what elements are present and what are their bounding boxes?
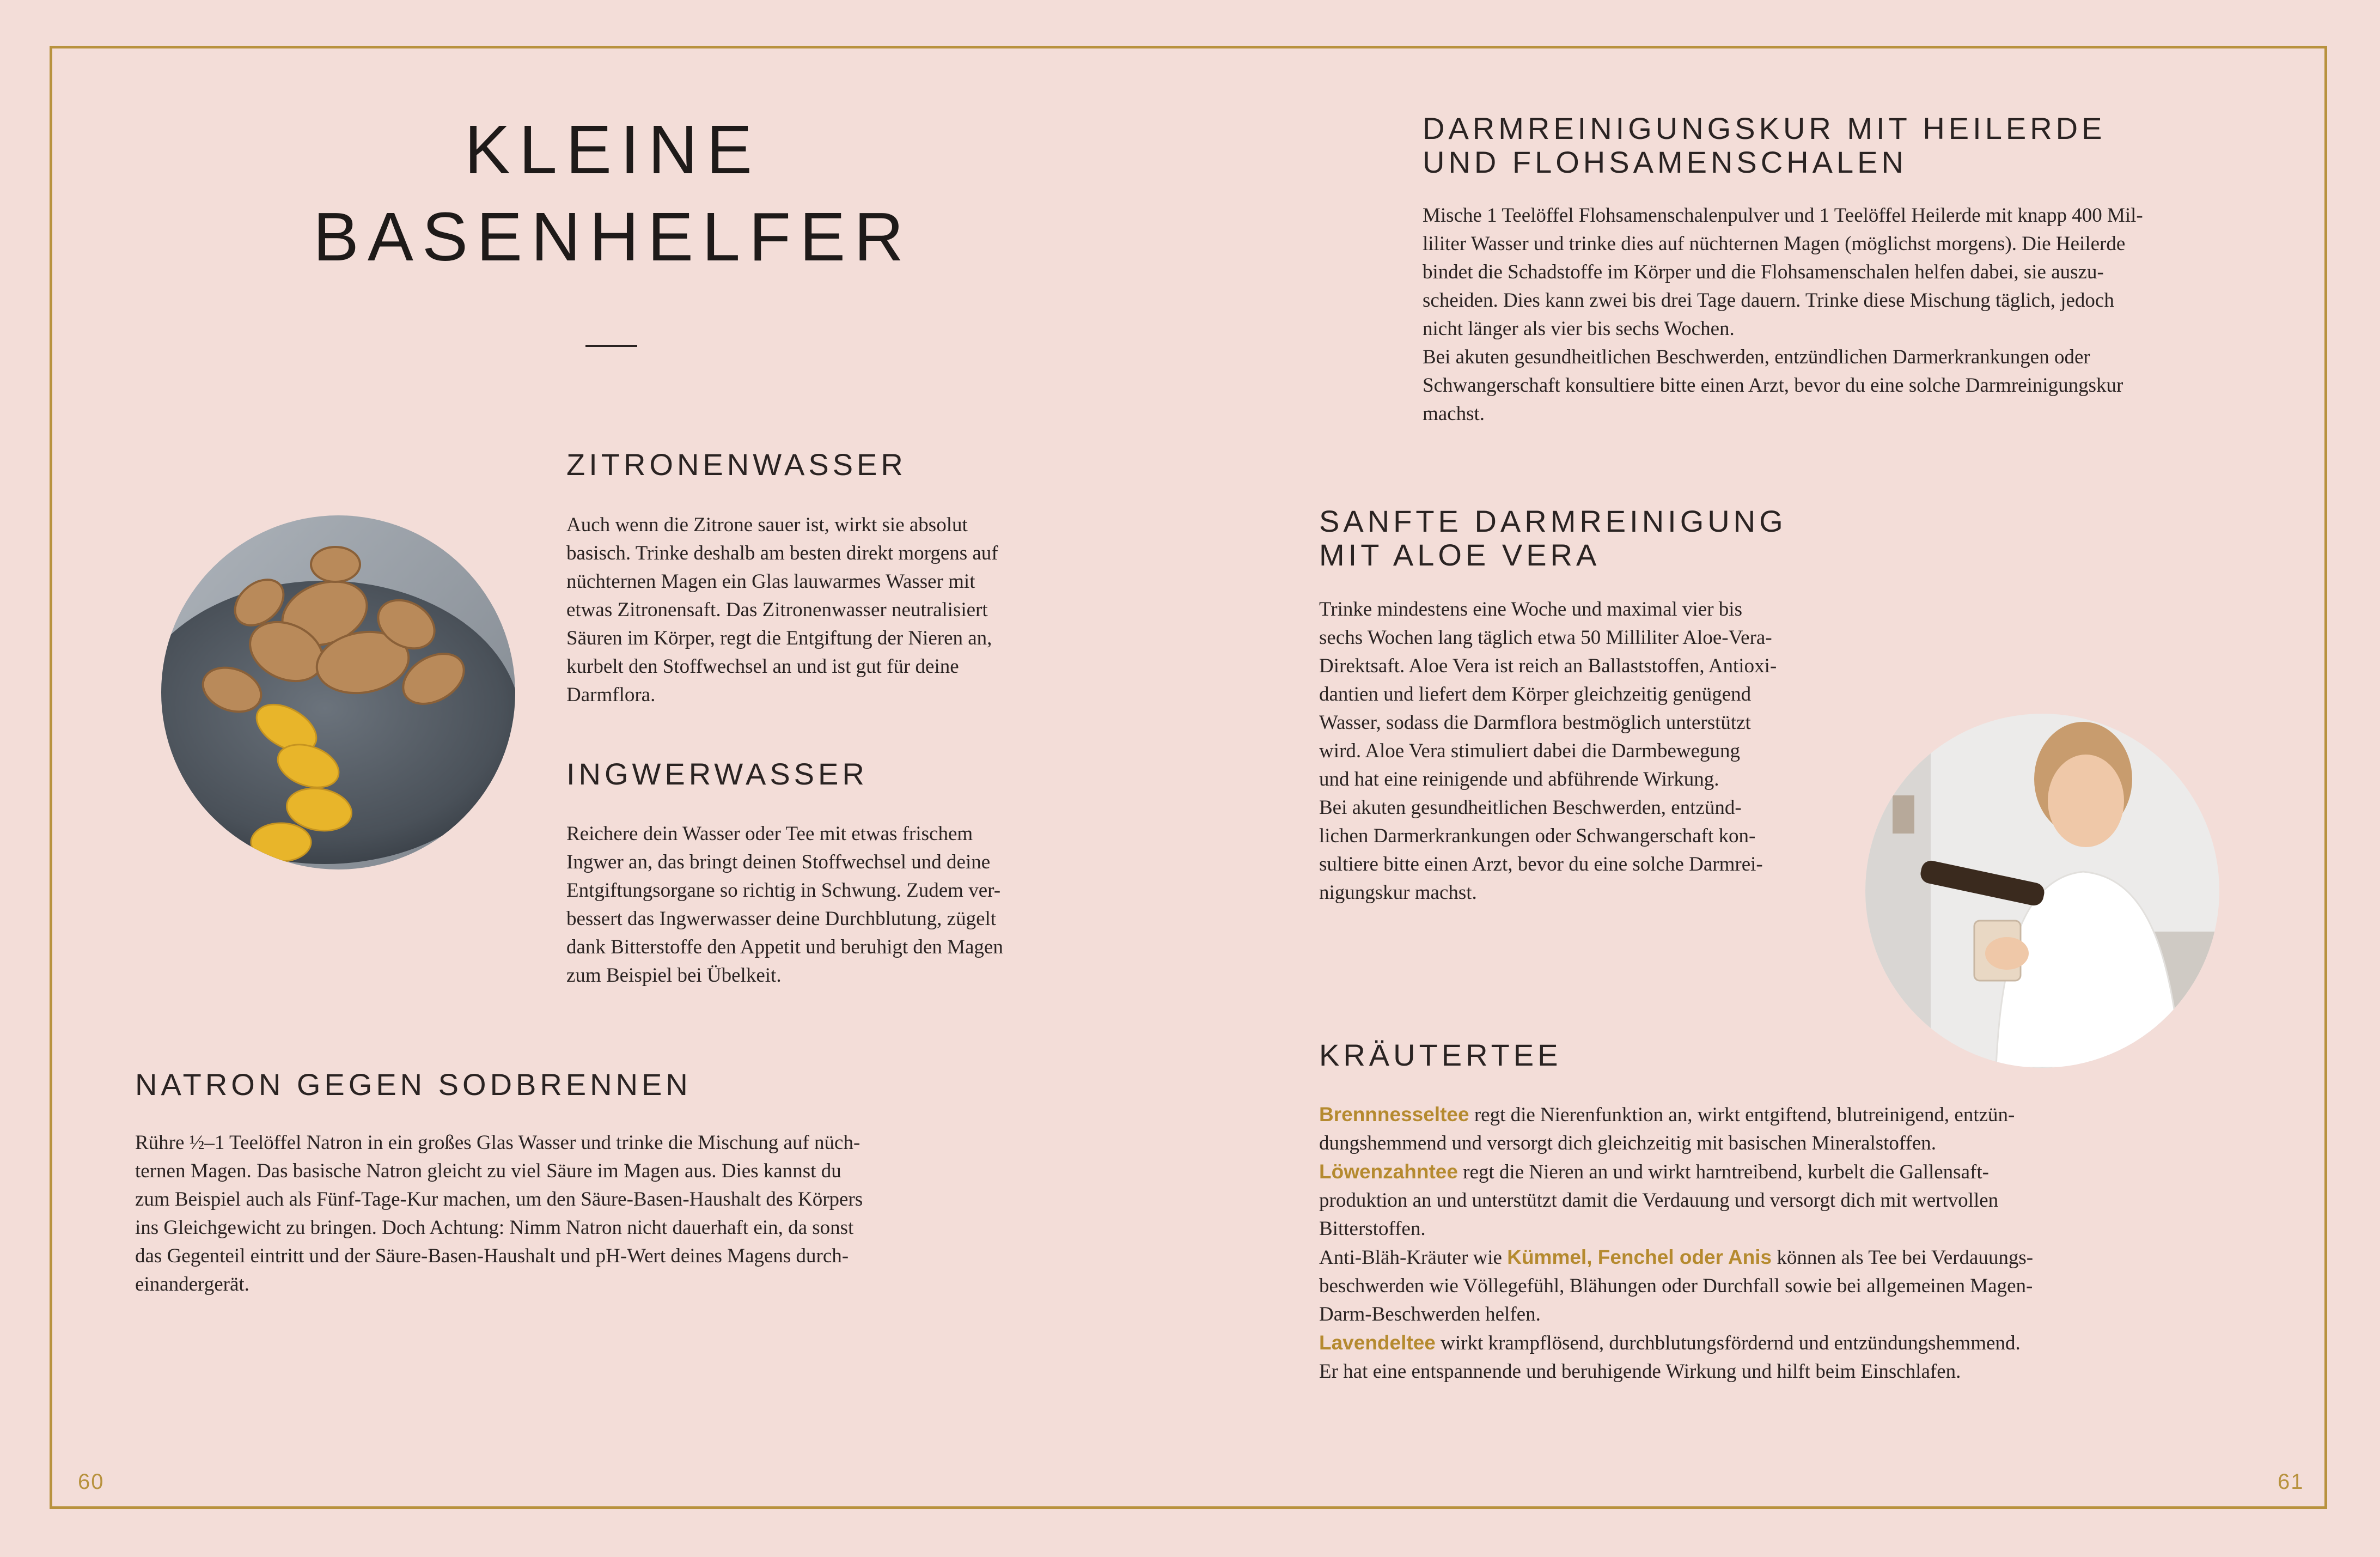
page-number-left: 60 — [78, 1470, 105, 1494]
highlight-lavendeltee: Lavendeltee — [1319, 1331, 1436, 1354]
heading-natron: NATRON GEGEN SODBRENNEN — [135, 1067, 692, 1102]
page-title — [305, 106, 920, 281]
text-ingwerwasser: Reichere dein Wasser oder Tee mit etwas frischem Ingwer an, das bringt deinen Stoffwechsel und deine Entgiftungsorgane so richtig in Schwung. Zudem ver- bessert das Ingwerwasser deine Durchblutung, zügelt dank Bitterstoffe den Appetit und beruhigt den Magen zum Beispiel bei Übelkeit. — [566, 823, 1003, 987]
heading-ingwerwasser: INGWERWASSER — [566, 757, 868, 791]
woman-pouring-photo — [1865, 714, 2219, 1068]
title-line-1: KLEINE — [464, 111, 761, 188]
heading-kraeutertee: KRÄUTERTEE — [1319, 1038, 1562, 1072]
text-darmreinigungskur: Mische 1 Teelöffel Flohsamenschalenpulver und 1 Teelöffel Heilerde mit knapp 400 Mil- liliter Wasser und trinke dies auf nüchternen Magen (möglichst morgens). Die Heilerde bindet die Schadstoffe im Körper und die Flohsamenschalen helfen dabei, sie auszu- scheiden. Dies kann zwei bis drei Tage dauern. Trinke diese Mischung täglich, jedoch nicht länger als vier bis sechs Wochen. Bei akuten gesundheitlichen Beschwerden, entzündlichen Darmerkrankungen oder Schwangerschaft konsultiere bitte einen Arzt, bevor du eine solche Darmreinigungskur machst. — [1423, 204, 2143, 425]
title-divider — [585, 345, 637, 347]
heading-zitronenwasser: ZITRONENWASSER — [566, 447, 907, 482]
heading-darmreinigungskur: DARMREINIGUNGSKUR MIT HEILERDE UND FLOHSAMENSCHALEN — [1423, 111, 2106, 179]
text-aloe-vera: Trinke mindestens eine Woche und maximal vier bis sechs Wochen lang täglich etwa 50 Milliliter Aloe-Vera- Direktsaft. Aloe Vera ist reich an Ballaststoffen, Antioxi- dantien und liefert dem Körper gleichzeitig genügend Wasser, sodass die Darmflora bestmöglich unterstützt wird. Aloe Vera stimuliert dabei die Darmbewegung und hat eine reinigende und abführende Wirkung. Bei akuten gesundheitlichen Beschwerden, entzünd- lichen Darmerkrankungen oder Schwangerschaft kon- sultiere bitte einen Arzt, bevor du eine solche Darmrei- nigungskur machst. — [1319, 598, 1777, 904]
page-number-right: 61 — [2278, 1470, 2304, 1494]
highlight-kraeuter: Kümmel, Fenchel oder Anis — [1507, 1246, 1772, 1268]
highlight-brennnesseltee: Brennnesseltee — [1319, 1103, 1469, 1126]
ginger-photo — [161, 515, 515, 869]
text-kraeutertee: Brennnesseltee regt die Nierenfunktion an, wirkt entgiftend, blutreinigend, entzün- dungshemmend und versorgt dich gleichzeitig mit basischen Mineralstoffen. Löwenzahntee regt die Nieren an und wirkt harntreibend, kurbelt die Gallensaft- produktion an und unterstützt damit die Verdauung und versorgt dich mit wertvollen Bitterstoffen. Anti-Bläh-Kräuter wie Kümmel, Fenchel oder Anis können als Tee bei Verdauungs- beschwerden wie Völlegefühl, Blähungen oder Durchfall sowie bei allgemeinen Magen- Darm-Beschwerden helfen. Lavendeltee wirkt krampflösend, durchblutungsfördernd und entzündungshemmend. Er hat eine entspannende und beruhigende Wirkung und hilft beim Einschlafen. — [1319, 1103, 2034, 1383]
text-natron: Rühre ½–1 Teelöffel Natron in ein großes Glas Wasser und trinke die Mischung auf nüch- ternen Magen. Das basische Natron gleicht zu viel Säure im Magen aus. Dies kannst du zum Beispiel auch als Fünf-Tage-Kur machen, um den Säure-Basen-Haushalt des Körpers ins Gleichgewicht zu bringen. Doch Achtung: Nimm Natron nicht dauerhaft ein, da sonst das Gegenteil eintritt und der Säure-Basen-Haushalt und pH-Wert deines Magens durch- einandergerät. — [135, 1132, 863, 1296]
heading-aloe-vera: SANFTE DARMREINIGUNG MIT ALOE VERA — [1319, 504, 1787, 572]
title-line-2: BASENHELFER — [313, 198, 913, 275]
highlight-loewenzahntee: Löwenzahntee — [1319, 1160, 1458, 1183]
text-zitronenwasser: Auch wenn die Zitrone sauer ist, wirkt sie absolut basisch. Trinke deshalb am besten direkt morgens auf nüchternen Magen ein Glas lauwarmes Wasser mit etwas Zitronensaft. Das Zitronenwasser neutralisiert Säuren im Körper, regt die Entgiftung der Nieren an, kurbelt den Stoffwechsel an und ist gut für deine Darmflora. — [566, 514, 998, 706]
